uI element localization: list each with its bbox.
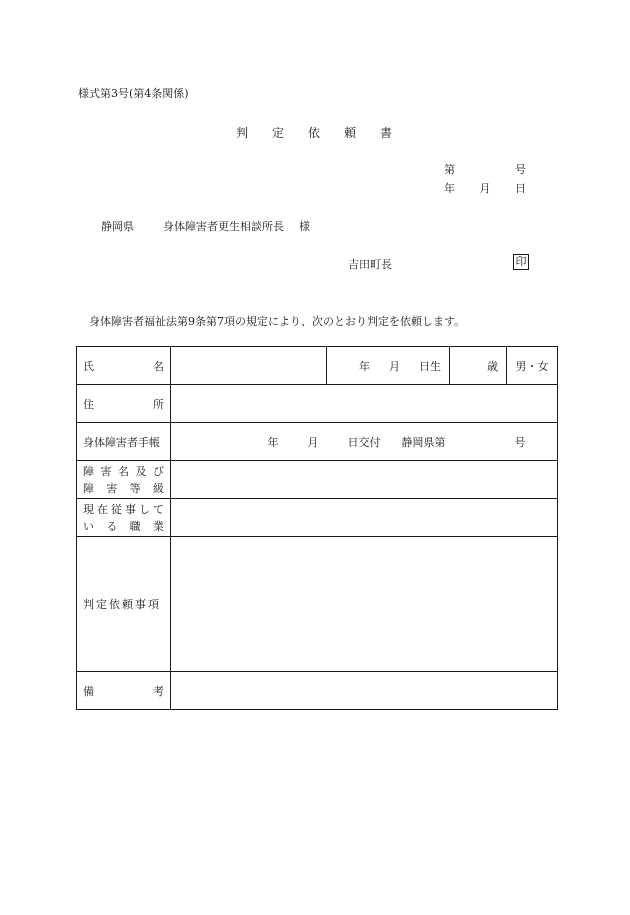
row-handbook	[77, 423, 558, 461]
form-number: 様式第3号(第4条関係)	[78, 87, 189, 100]
ref-go: 号	[515, 163, 526, 176]
birth-date-field[interactable]: 年 月 日生	[327, 347, 450, 385]
title-char: 定	[271, 126, 284, 140]
title-char: 頼	[343, 126, 356, 140]
issue-date	[444, 180, 526, 196]
request-label: 判定依頼事項	[77, 537, 171, 672]
row-occupation	[77, 499, 558, 537]
occupation-field[interactable]	[171, 499, 558, 537]
title-char: 判	[236, 126, 249, 140]
reference-number	[444, 161, 526, 177]
disability-field[interactable]	[171, 461, 558, 499]
title-char: 書	[379, 126, 392, 140]
row-address	[77, 385, 558, 423]
addressee	[101, 218, 310, 234]
name-field[interactable]	[171, 347, 327, 385]
seal-mark: 印	[513, 254, 529, 270]
age-field[interactable]: 歳	[450, 347, 507, 385]
date-month: 月	[479, 182, 491, 195]
address-label: 住 所	[77, 385, 171, 423]
title-char: 依	[307, 126, 320, 140]
addressee-honorific: 様	[299, 220, 310, 233]
row-request	[77, 537, 558, 672]
sex-field[interactable]: 男・女	[507, 347, 558, 385]
row-remarks	[77, 672, 558, 710]
remarks-label: 備 考	[77, 672, 171, 710]
disability-label: 障 害 名 及 び 障 害 等 級	[77, 461, 171, 499]
handbook-label: 身体障害者手帳	[77, 423, 171, 461]
address-field[interactable]	[171, 385, 558, 423]
date-year: 年	[444, 182, 455, 195]
ref-dai: 第	[444, 163, 455, 176]
addressee-office: 身体障害者更生相談所長	[163, 220, 284, 233]
name-label: 氏 名	[77, 347, 171, 385]
handbook-field[interactable]: 年 月 日交付 静岡県第 号	[171, 423, 558, 461]
row-disability	[77, 461, 558, 499]
remarks-field[interactable]	[171, 672, 558, 710]
sender-name: 吉田町長	[348, 258, 392, 271]
occupation-label: 現 在 従 事 し て い る 職 業	[77, 499, 171, 537]
row-name	[77, 347, 558, 385]
request-field[interactable]	[171, 537, 558, 672]
addressee-prefecture: 静岡県	[101, 220, 134, 233]
date-day: 日	[515, 182, 526, 195]
request-form-table	[76, 346, 558, 710]
document-title	[236, 124, 392, 141]
intro-text: 身体障害者福祉法第9条第7項の規定により、次のとおり判定を依頼します。	[89, 315, 466, 328]
